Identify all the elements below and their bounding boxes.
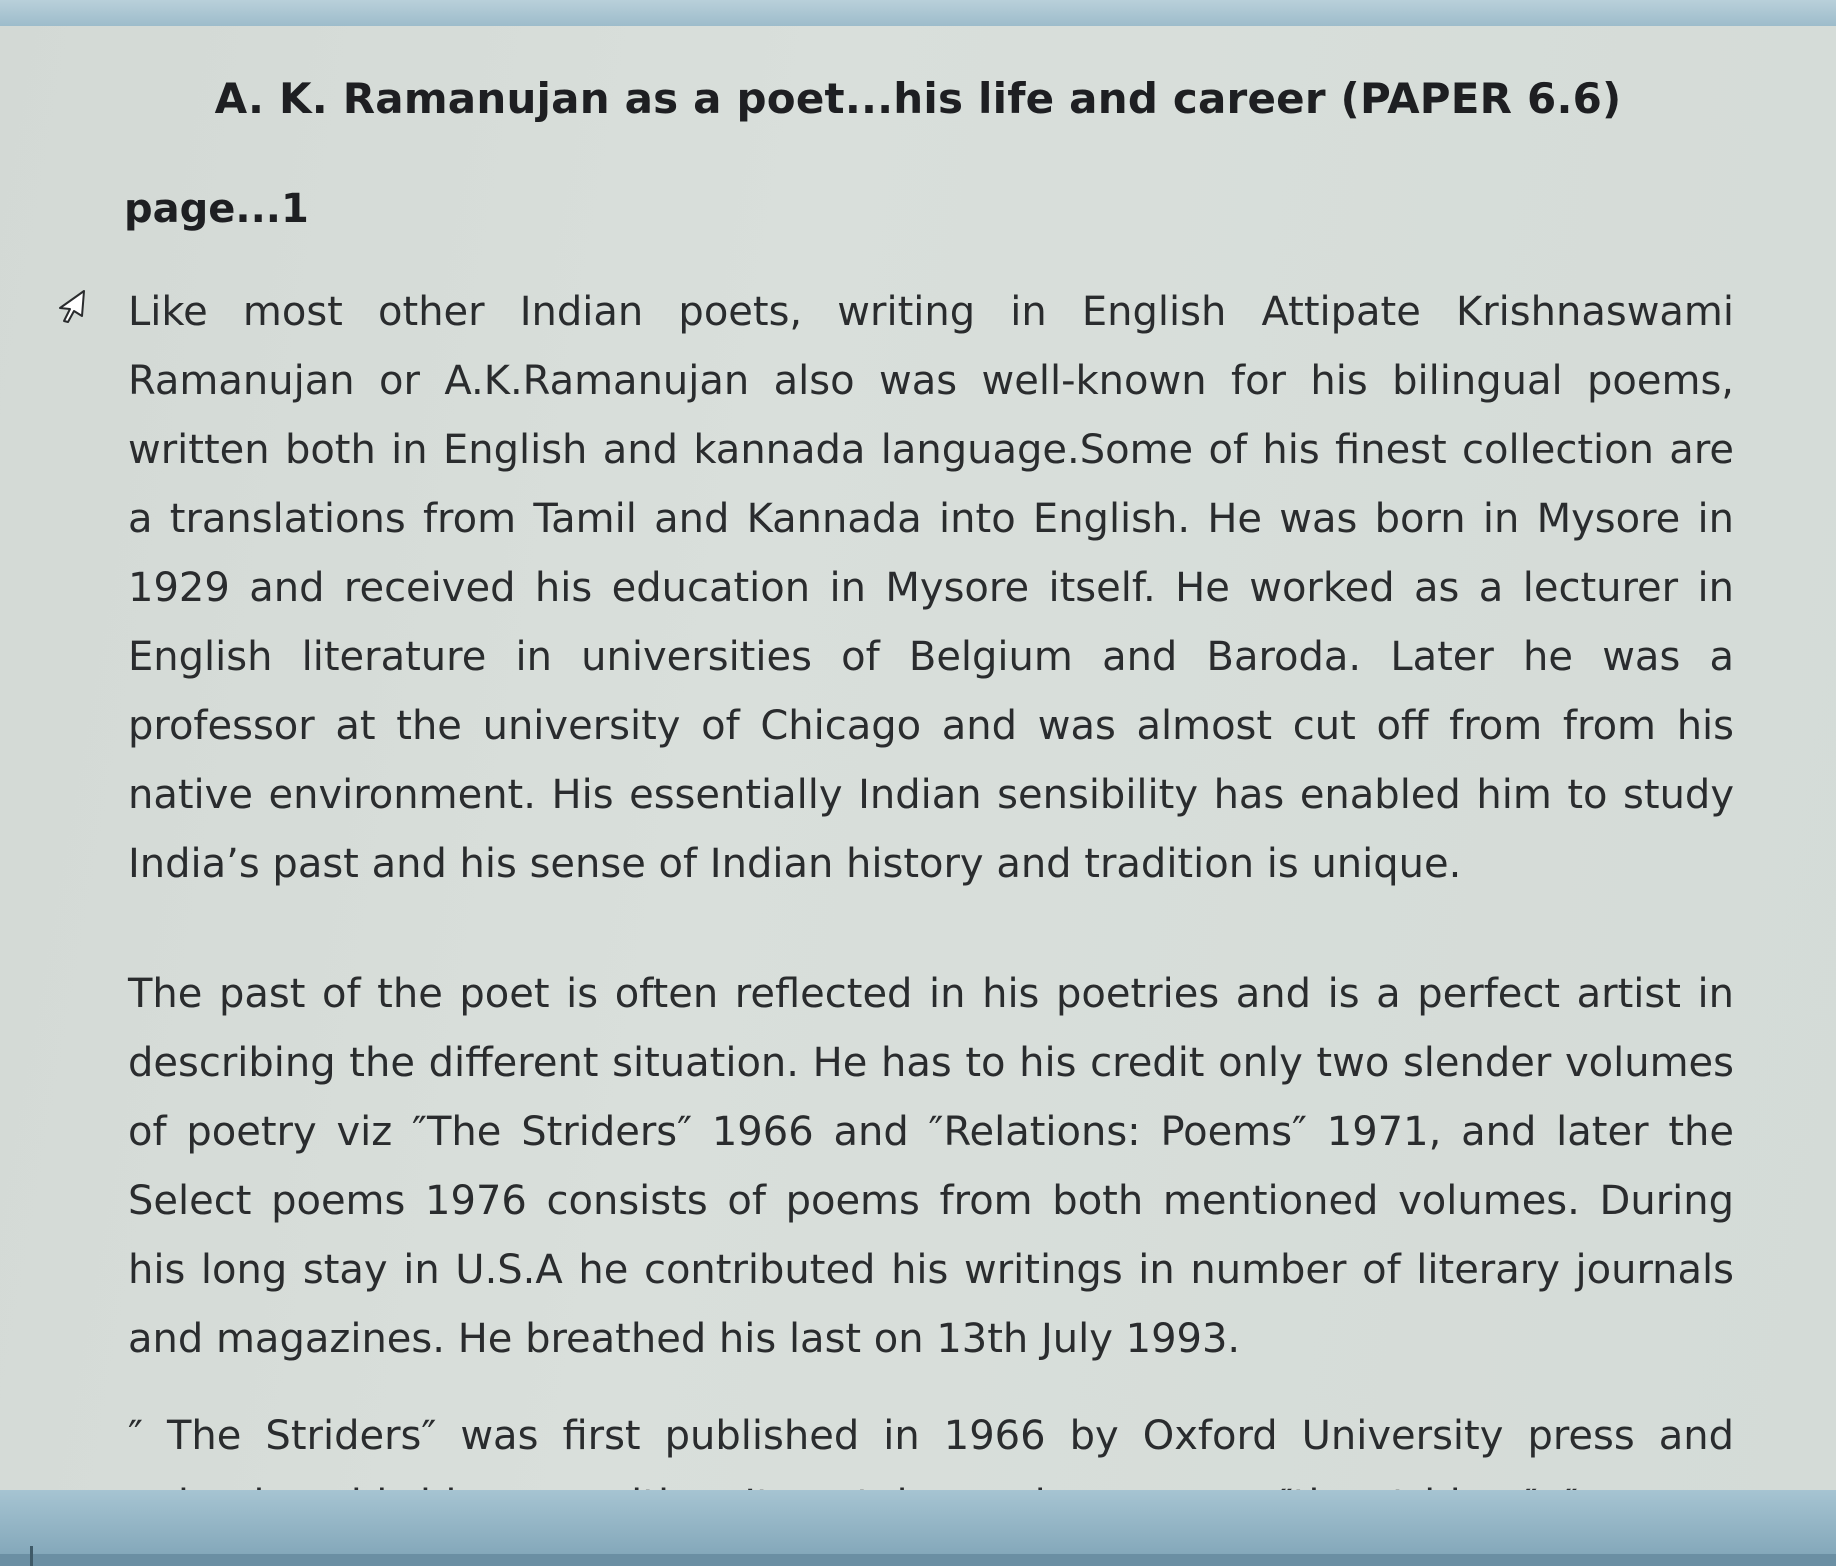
- paragraph-1: Like most other Indian poets, writing in English Attipate Krishnaswami Ramanujan or A.K.Ramanujan also was well-known for his bilingual poems, written both in English and kannada language.Some of his finest collection are a translations from Tamil and Kannada into English. He was born in Mysore in 1929 and received his education in Mysore itself. He worked as a lecturer in English literature in universities of Belgium and Baroda. Later he was a professor at the university of Chicago and was almost cut off from from his native environment. His essentially Indian sensibility has enabled him to study India’s past and his sense of Indian history and tradition is unique.: [128, 289, 1734, 887]
- document-page[interactable]: [0, 26, 1836, 1490]
- paragraph-3: ″ The Striders″ was first published in 1966 by Oxford University press and: [128, 1413, 1734, 1459]
- scrollbar-handle[interactable]: [30, 1546, 33, 1566]
- paragraph-2: The past of the poet is often reflected in his poetries and is a perfect artist in describing the different situation. He has to his credit only two slender volumes of poetry viz ″The Striders″ 1966 and ″Relations: Poems″ 1971, and later the Select poems 1976 consists of poems from both mentioned volumes. During his long stay in U.S.A he contributed his writings in number of literary journals and magazines. He breathed his last on 13th July 1993.: [128, 971, 1734, 1362]
- pointer-cursor-icon: [54, 288, 90, 324]
- document-title: A. K. Ramanujan as a poet...his life and career (PAPER 6.6): [214, 74, 1622, 123]
- page-label: page...1: [124, 186, 309, 232]
- window-top-border: [0, 0, 1836, 26]
- horizontal-scrollbar[interactable]: [0, 1554, 1836, 1566]
